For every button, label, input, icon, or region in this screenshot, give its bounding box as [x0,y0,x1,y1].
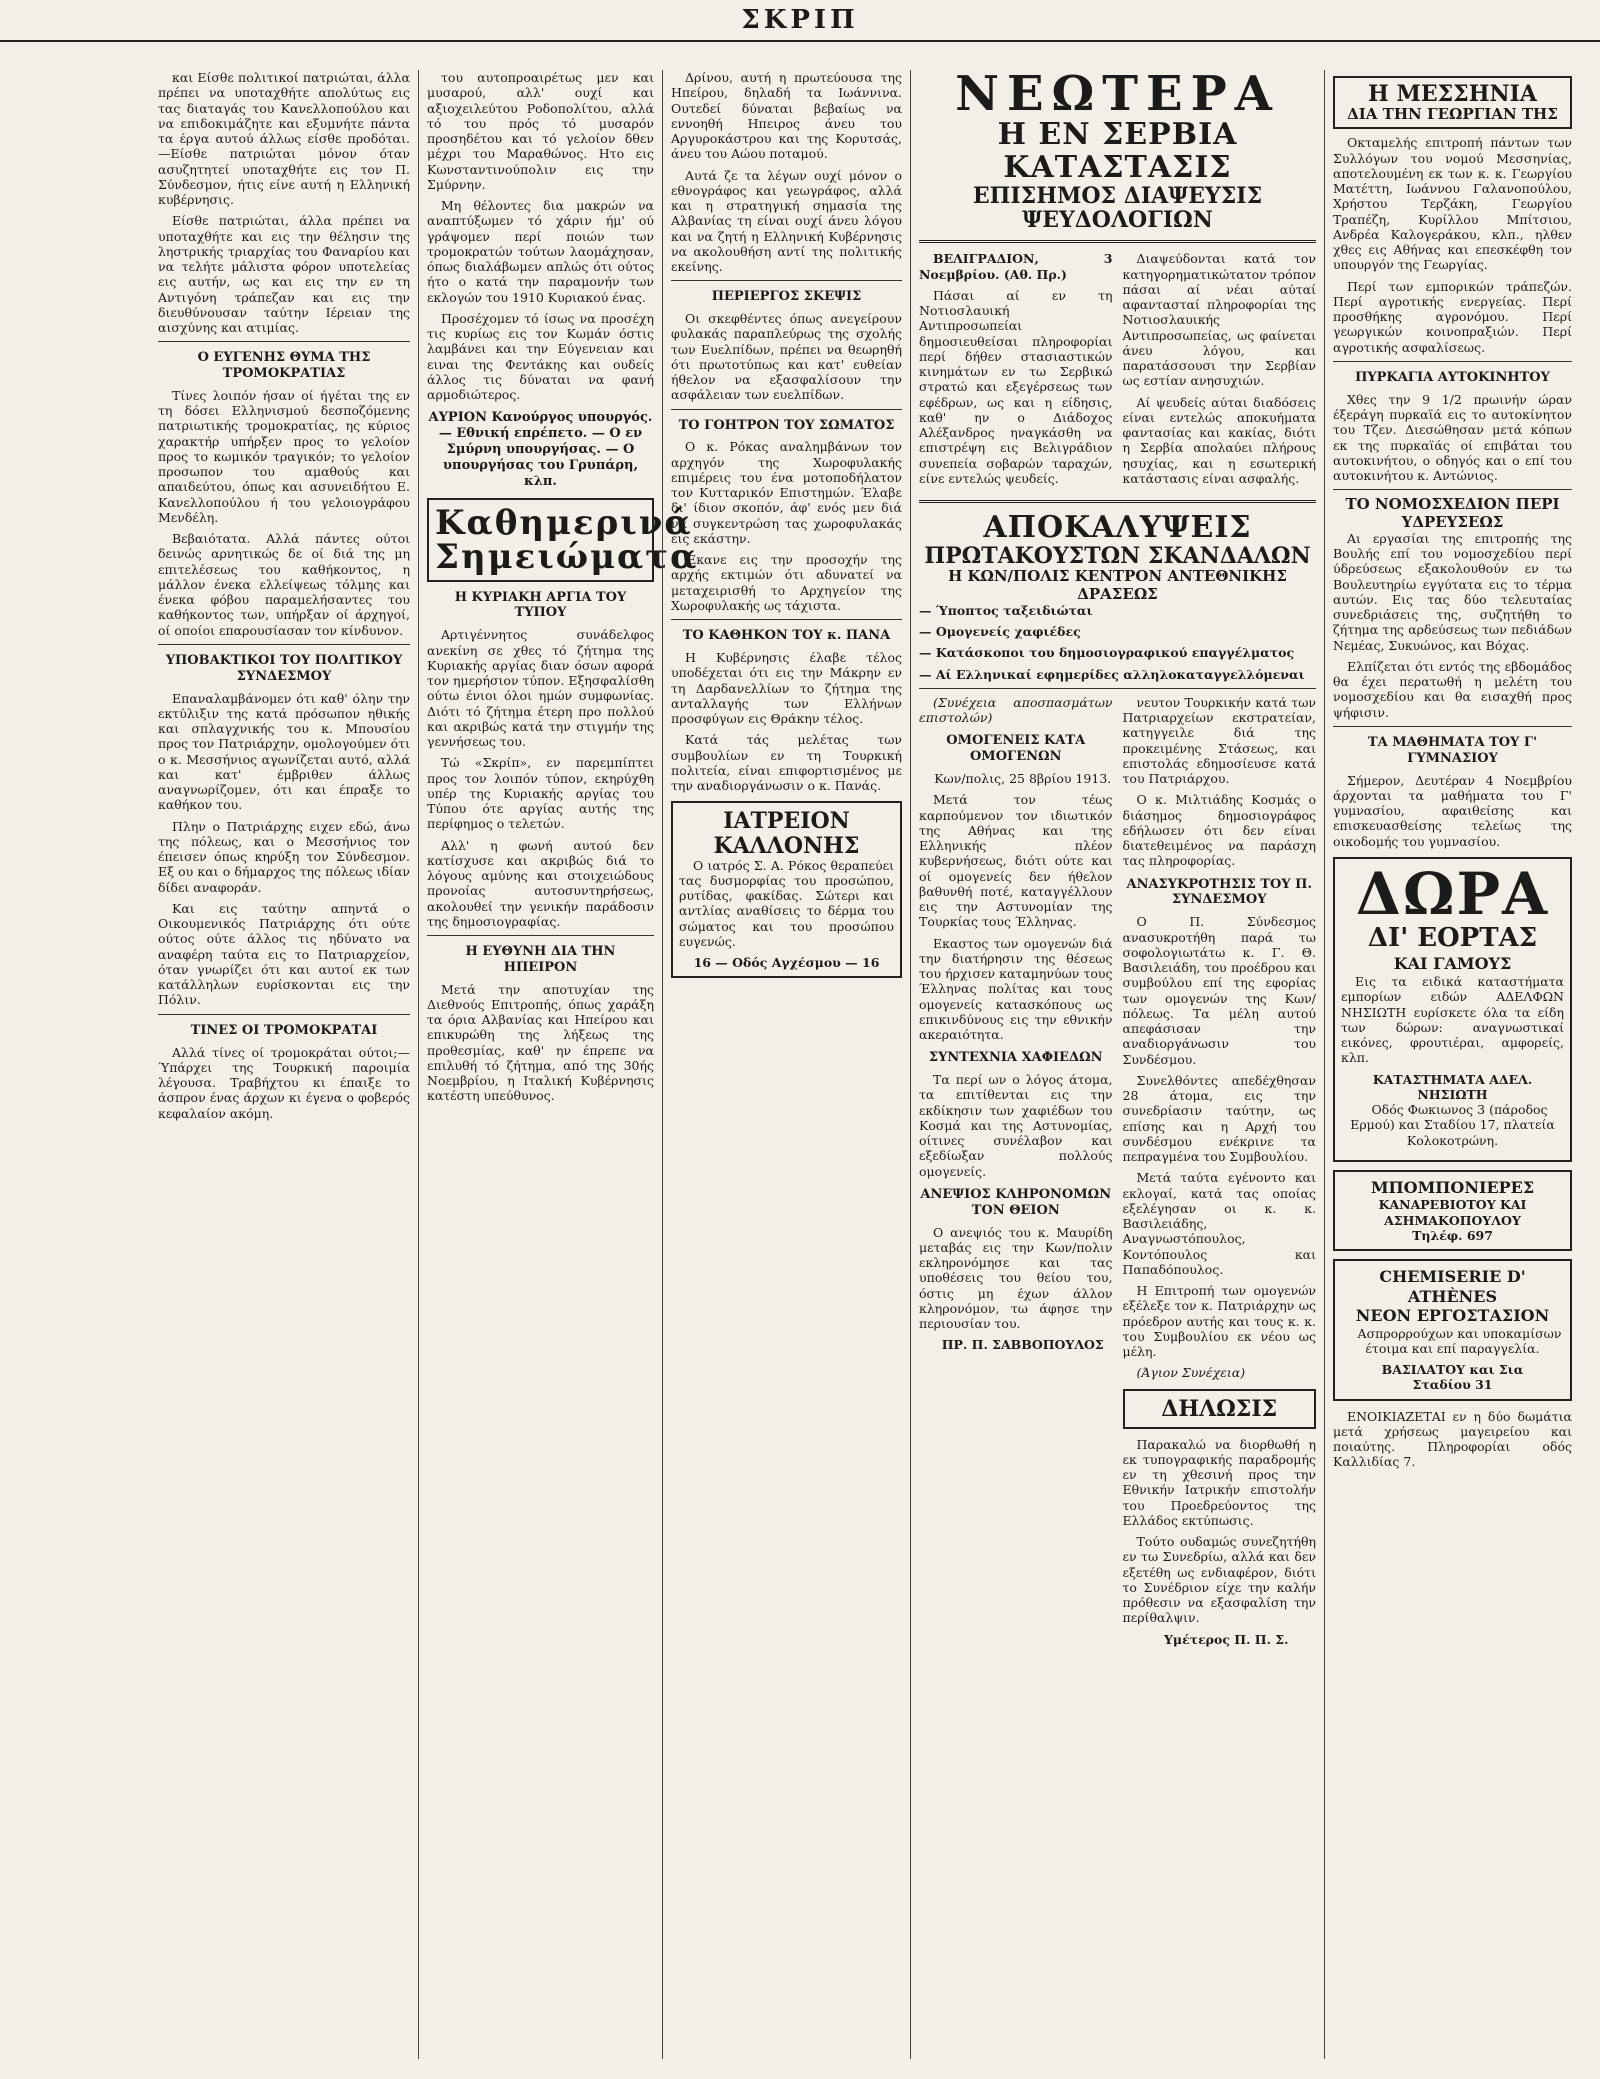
bullet-item: — Ύποπτος ταξειδιώται [919,602,1093,618]
subheadline: Η ΚΩΝ/ΠΟΛΙΣ ΚΕΝΤΡΟΝ ΑΝΤΕΘΝΙΚΗΣ ΔΡΑΣΕΩΣ [948,567,1287,603]
article-paragraph: Μη θέλοντες δια μακρών να αναπτύξωμεν τό χάριν ήμ' ού γράψομεν περί ποιών των τρομοκρατών τούτων λαομάχησαν, όπως διαλάβωμεν απλώς ότι ούτος ήτο ο κατά την παραμονήν των εκλογών του 1910 Κυριακού ένας. [427,198,654,305]
article-paragraph: Τα περί ων ο λόγος άτομα, τα επιτίθενται εις την εκδίκησιν των χαφιέδων του Κοσμά και της Αστυνομίας, οίτινες συνέλαβον και εξεδίωξαν πολλούς ομογενείς. [919,1072,1113,1179]
subheadline: ΔΙΑ ΤΗΝ ΓΕΩΡΓΙΑΝ ΤΗΣ [1347,105,1558,124]
article-paragraph: Εκαστος των ομογενών διά την διατήρησιν της θέσεως του ήρχισεν καταμηνύων τους Έλληνας πολίτας και τους ομογενείς κατασκόπους ως επικινδύνους εις την εθνικήν ακεραιότητα. [919,935,1113,1043]
newspaper-title: ΣΚΡΙΠ [741,5,859,35]
column-6 [1324,70,1580,2059]
article-heading: ΟΜΟΓΕΝΕΙΣ ΚΑΤΑ ΟΜΟΓΕΝΩΝ [946,733,1086,765]
advertisement-chemiserie [1333,1259,1572,1401]
article-paragraph: Αλλά τίνες οί τρομοκράται ούτοι;—Ύπάρχει της Τουρκική παροιμία λέγουσα. Τραβήχτου κι έπαιξε το άσπρον ένας άρχων κι έγενα ο φοβερός κεφαλαίον ακόμη. [158,1044,410,1121]
ad-address: Σταδίου 31 [1412,1377,1493,1393]
ad-text: Ο ιατρός Σ. Α. Ρόκος θεραπεύει τας δυσμορφίας του προσώπου, ρυτίδας, φακίδας. Σώτερι και αντλίας αναθίσεις το δέρμα του σώματος και του προσώπου ευγενώς. [679,857,894,949]
article-paragraph: Έκανε εις την προσοχήν της αρχής εκτιμών ότι αδυνατεί να μεταχειρισθή το Αρχηγείον της Χωροφυλακής ως τάχιστα. [671,552,902,613]
article-paragraph: Χθες την 9 1/2 πρωινήν ώραν έξεράγη πυρκαϊά εις το αυτοκίνητον του Τζεν. Διεσώθησαν μετά κόπων εκ της πυρκαϊάς οί επιβάται του αυτοκινήτου, ο οδηγός και ο επί του αυτοκινήτου κ. Αντώνιος. [1333,391,1572,484]
signature: Υμέτερος Π. Π. Σ. [1164,1631,1289,1647]
divider [919,688,1316,689]
article-paragraph: Δρίνου, αυτή η πρωτεύουσα της Ηπείρου, δηλαδή τα Ιωάννινα. Ουτεδεί δύναται βεβαίως να εννοηθή Ηπειρος άνευ του Αργυροκάστρου και της Κορυτσάς, άνευ του Αώου ποταμού. [671,70,902,162]
column-2 [418,70,699,2059]
ad-title: ΔΩΡΑ [1355,859,1550,928]
article-heading: ΤΑ ΜΑΘΗΜΑΤΑ ΤΟΥ Γ' ΓΥΜΝΑΣΙΟΥ [1367,734,1538,766]
article-heading: ΠΕΡΙΕΡΓΟΣ ΣΚΕΨΙΣ [711,289,862,305]
divider [919,500,1316,503]
two-column-text [919,695,1316,1653]
divider [427,935,654,936]
banner-line-2: Σημειώματα [435,536,699,577]
divider [671,280,902,281]
column-3 [662,70,910,2059]
article-heading: ΑΝΕΨΙΟΣ ΚΛΗΡΟΝΟΜΩΝ ΤΟΝ ΘΕΙΟΝ [920,1186,1112,1218]
ad-text: Εις τα ειδικά καταστήματα εμπορίων ειδών ΑΔΕΛΦΩΝ ΝΗΣΙΩΤΗ ευρίσκετε όλα τα είδη των δώρων: αναγνωστικαί εικόνες, φρουτιέραι, αμφορείς, κλπ. [1341,974,1564,1066]
masthead [0,0,1600,42]
article-heading: Η ΕΥΘΥΝΗ ΔΙΑ ΤΗΝ ΗΠΕΙΡΟΝ [465,944,616,975]
ad-phone: Τηλέφ. 697 [1412,1227,1493,1243]
article-paragraph: Αι εργασίαι της επιτροπής της Βουλής επί του νομοσχεδίου περί ύδρεύσεως εξακολουθούν εν τω Βουλευτηρίω εγγύτατα εις το τέρμα αυτών. Εις τας δύο τελευταίας συνεδριάσεις της, συζητήθη το ζήτημα της αρδεύσεως των πεδιάδων Νεμέας, Συκυώνος, και Βόχας. [1333,530,1572,653]
bullet-item: — Κατάσκοποι του δημοσιογραφικού επαγγέλματος [919,645,1295,661]
article-paragraph: Αλλ' η φωνή αυτού δεν κατίσχυσε και ακριβώς διά το λόγους αμύνης και στοιχειώδους προνοίας αυτοσυντηρήσεως, ακολουθεί την γενικήν παράδοσιν της δημοσιογραφίας. [427,837,654,929]
article-paragraph: Ο κ. Ρόκας αναλημβάνων τον αρχηγόν της Χωροφυλακής επιμέρεις του ένα μοτοποδήλατον τον Κυτταρικόν Επιστημών. Έλαβε δι' ίδιον σκοπόν, άφ' ενός μεν διά να συγκεντρώση τας χωροφυλακάς εις εκάστην. [671,439,902,546]
continuation-note: (Άγιον Συνέχεια) [1136,1365,1246,1381]
divider [671,409,902,410]
article-paragraph: Τίνες λοιπόν ήσαν οί ήγέται της εν τη δόσει Ελληνισμού δεσποζόμενης πατριωτικής τρομοκρατίας, ης κύριος χαρακτήρ υπήρξεν προς το γελοίον προς το κωμικόν τραγικόν; το γελοίον προσωπον του αμαθούς και απαιδεύτου, όπως και ασυνειδήτου Ε. Κανελλοπούλου ή του γελοιογράφου Μενδέλη. [158,387,410,525]
divider [919,240,1316,243]
declaration-box [1123,1389,1317,1429]
ad-subtitle: ΔΙ' ΕΟΡΤΑΣ [1367,922,1538,953]
section-title: ΝΕΩΤΕΡΑ [955,66,1280,122]
bullet-item: — Αί Ελληνικαί εφημερίδες αλληλοκαταγγελλόμεναι [919,666,1305,682]
article-paragraph: Βεβαιότατα. Αλλά πάντες ούτοι δεινώς αρνητικώς δε οί διά της μη επιτελέσεως του καθήκοντος, η μάλλον ένεκα ελλείψεως τόλμης και ένεκα φόβου παραμελήσαντες του καθήκοντος των, υπήρξαν οί άρχηγοί, οί οποίοι επαρουσίασαν τον κίνδυνον. [158,531,410,638]
divider [1333,726,1572,727]
article-paragraph: Η Επιτροπή των ομογενών εξέλεξε τον κ. Πατριάρχην ως πρόεδρον αυτής και τους κ. κ. του Συμβουλίου εκ νέου ως μέλη. [1122,1283,1316,1360]
article-heading: ΑΝΑΣΥΚΡΟΤΗΣΙΣ ΤΟΥ Π. ΣΥΝΔΕΣΜΟΥ [1126,876,1312,908]
bullet-item: — Ομογενείς χαφιέδες [919,624,1081,640]
article-paragraph: Συνελθόντες απεδέχθησαν 28 άτομα, εις την συνεδρίασιν ταύτην, ως επίσης και η Αρχή του συνδέσμου ενέκρινε τα πεπραγμένα του Συμβουλίου. [1122,1072,1316,1165]
two-column-text [919,251,1316,492]
ad-title: CHEMISERIE D' ATHÈNES [1379,1267,1526,1306]
article-paragraph: Ελπίζεται ότι εντός της εβδομάδος θα έχει περατωθή η μελέτη του νομοσχεδίου και θα εισαχθή προς ψήφισιν. [1333,658,1572,720]
ad-address: 16 — Οδός Αγχέσμου — 16 [693,955,880,971]
headline: ΑΠΟΚΑΛΥΨΕΙΣ [983,510,1252,546]
article-paragraph: Οι σκεφθέντες όπως ανεγείρουν φυλακάς παραπλεύρως της σχολής των Ευελπίδων, πρέπει να θεωρηθή ότι πρωτοτύπως και κατ' ευθείαν ήθελον να εξασφαλίσουν την ασφάλειαν των ευελπίδων. [671,311,902,403]
advertisement-bonbonnieres [1333,1170,1572,1251]
ad-title: ΙΑΤΡΕΙΟΝ ΚΑΛΛΟΝΗΣ [713,808,860,859]
article-paragraph: νευτον Τουρκικήν κατά των Πατριαρχείων εκστρατείαν, κατηγγειλε διά της προκειμένης Στάσεως, και επιστολάς εδημοσίευσε κατά του Πατριάρχου. [1122,694,1316,787]
article-heading: ΤΟ ΓΟΗΤΡΟΝ ΤΟΥ ΣΩΜΑΤΟΣ [678,417,895,433]
article-paragraph: Ο ανεψιός του κ. Μαυρίδη μεταβάς εις την Κων/πολιν εκληρονόμησε και τας υποθέσεις του θείου του, όστις μη έχων άλλον κληρονόμον, τω άφησε την περιουσίαν του. [919,1224,1113,1332]
article-heading: Ο ΕΥΓΕΝΗΣ ΘΥΜΑ ΤΗΣ ΤΡΟΜΟΚΡΑΤΙΑΣ [197,350,371,382]
article-paragraph: Διαψεύδονται κατά τον κατηγορηματικώτατον τρόπον πάσαι αί νέαι αύταί αφαντασταί πληροφορίαι της Νοτιοσλαυικής Αντιπροσωπείας, ως φαίνεται άνευ λόγου, και παρατάσσουσι την Σερβίαν ως εστίαν ανησυχιών. [1122,251,1316,389]
article-paragraph: Τούτο ουδαμώς συνεζητήθη εν τω Συνεδρίω, αλλά και δεν εξετέθη ως ενδιαφέρον, διότι το Συνέδριον είχε την καλήν πρόθεσιν να εξασφαλίση την περίθαλψιν. [1122,1534,1316,1626]
article-paragraph: Πλην ο Πατριάρχης ειχεν εδώ, άνω της πόλεως, και ο Μεσσήνιος τον έπεισεν όπως κηρύξη τον Σύνδεσμον. Εξ ου και ο δήμαρχος της πόλεως ιδίαν δίδει αναφοράν. [158,818,410,895]
subheadline: ΠΡΩΤΑΚΟΥΣΤΩΝ ΣΚΑΝΔΑΛΩΝ [924,543,1311,570]
signature: ΠΡ. Π. ΣΑΒΒΟΠΟΥΛΟΣ [941,1337,1104,1353]
article-paragraph: Τώ «Σκρίπ», εν παρεμπίπτει προς τον λοιπόν τύπον, εκηρύχθη υπέρ της Κυριακής αργίας του Τύπου ότε αργίας αυτής της περίφημος ο τελετών. [427,755,654,832]
article-paragraph: και Είσθε πολιτικοί πατριώται, άλλα πρέπει να υποταχθήτε απολύτως εις τας διαταγάς του Κανελλοπούλου και να επιδοκιμάζητε και εξυμνήτε πάντα τα έργα αυτού άλλως είσθε προδόται.—Είσθε πατριώται μόνον όταν ασυζητητεί υποταχθήτε εις τον Π. Σύνδεσμον, ήτις είνε αυτή η Ελληνική κυβέρνησις. [158,70,410,207]
advertisement-clinic [671,801,902,978]
ad-shop-name: ΚΑΝΑΡΕΒΙΟΤΟΥ ΚΑΙ ΑΣΗΜΑΚΟΠΟΥΛΟΥ [1378,1197,1527,1228]
article-paragraph: Περί των εμπορικών τράπεζών. Περί αγροτικής ενεργείας. Περί προσθήκης αγρονόμου. Περί γεωργικών κοινοπραξιών. Περί αγροτικής ασφαλίσεως. [1333,278,1572,355]
ad-title: ΜΠΟΜΠΟΝΙΕΡΕΣ [1370,1177,1535,1197]
article-paragraph: Ο κ. Μιλτιάδης Κοσμάς ο διάσημος δημοσιογράφος εδήλωσεν ότι δεν είναι διατεθειμένος να παράσχη τας πληροφορίας. [1122,792,1316,869]
article-heading: Η ΚΥΡΙΑΚΗ ΑΡΓΙΑ ΤΟΥ ΤΥΠΟΥ [454,589,627,621]
divider [158,644,410,645]
article-paragraph: Και εις ταύτην απηντά ο Οικουμενικός Πατριάρχης ότι ούτε ούτος ούτε άλλος τις ηδύνατο να αναφέρη ταύτα εις το Πατριαρχείον, όταν γνωρίζει ότι και αυτοί εκ των κατάλληλων ευρίσκονται εις την Πόλιν. [158,900,410,1008]
article-heading: ΥΠΟΒΑΚΤΙΚΟΙ ΤΟΥ ΠΟΛΙΤΙΚΟΥ ΣΥΝΔΕΣΜΟΥ [165,652,403,684]
divider [1333,489,1572,490]
ad-text: Ασπρορρούχων και υποκαμίσων έτοιμα και επί παραγγελία. [1357,1325,1562,1356]
article-paragraph: Μετά τον τέως καρπούμενον τον ιδιωτικόν της Αθήνας και της Ελληνικής πλέον κυβερνήσεως, διότι ούτε και οί ομογενείς δεν ήθελον βαθυνθή ποτέ, καταγγέλλουν εις την Αστυνομίαν της Τουρκίας τους Έλληνας. [919,792,1113,930]
divider [158,1014,410,1015]
article-heading: ΤΟ ΝΟΜΟΣΧΕΔΙΟΝ ΠΕΡΙ ΥΔΡΕΥΣΕΩΣ [1345,495,1560,531]
divider [1333,361,1572,362]
article-paragraph: του αυτοπροαιρέτως μεν και μυσαρού, αλλ' ουχί και αξιοχειλεύτου Ροδοπολίτου, αλλά τό του πρός τό μυσαρόν προσηδέτου και τό γελοίον δθεν μέχρι του Μαραθώνος. Ητο εις Κωνσταντινούπολιν εις την Σμύρνην. [427,70,654,192]
banner-line-1: Καθημερινά [435,502,693,543]
article-paragraph: Προσέχομεν τό ίσως να προσέχη τις κυρίως εις τον Κωμάν όστις λαμβάνει και την Εύγενειαν και ειναι της Φεντάκης και ουδείς άλλος τις δύναται να φανή αρμοδιώτερος. [427,310,654,402]
ad-subtitle: ΚΑΙ ΓΑΜΟΥΣ [1393,954,1512,974]
classified-ad: ΕΝΟΙΚΙΑΖΕΤΑΙ εν η δύο δωμάτια μετά χρήσεως μαγειρείου και ποιαύτης. Πληροφορίαι οδός Καλλιδίας 7. [1333,1408,1572,1470]
section-banner [427,498,699,582]
column-1 [150,70,418,2059]
article-paragraph: Μετά ταύτα εγένοντο και εκλογαί, κατά τας οποίας εξελέγησαν οι κ. κ. Βασιλειάδης, Αναγνωστόπουλος, Κοντόπουλος και Παπαδόπουλος. [1122,1170,1316,1277]
messinia-headline [1333,76,1572,129]
headline: Η ΕΝ ΣΕΡΒΙΑ ΚΑΤΑΣΤΑΣΙΣ [997,117,1238,185]
column-4-5 [910,66,1324,2059]
article-paragraph: Είσθε πατριώται, άλλα πρέπει να υποταχθήτε και εις την θέλησιν της ληστρικής τριαρχίας του Φαναρίου και να τελήτε μάλιστα φόρον υποτελείας εις αυτήν, ως και εις την εν τη Αντιγόνη τράπεζαν και εις την διευθύνουσαν ταύτην Ιέρειαν της αισχύνης και ατιμίας. [158,213,410,335]
article-heading: ΤΟ ΚΑΘΗΚΟΝ ΤΟΥ κ. ΠΑΝΑ [682,628,891,644]
article-heading: ΤΙΝΕΣ ΟΙ ΤΡΟΜΟΚΡΑΤΑΙ [190,1022,378,1038]
article-heading: ΠΥΡΚΑΓΙΑ ΑΥΤΟΚΙΝΗΤΟΥ [1355,369,1550,385]
article-paragraph: Αί ψευδείς αύται διαδόσεις είναι εντελώς αποκυήματα φαντασίας και κακίας, διότι η Σερβία απολαύει πλήρους ησυχίας, και η εσωτερική κατάστασις είναι ασφαλής. [1122,394,1316,486]
headline: Η ΜΕΣΣΗΝΙΑ [1368,81,1537,107]
ad-subtitle: ΝΕΟΝ ΕΡΓΟΣΤΑΣΙΟΝ [1355,1306,1550,1326]
divider [671,619,902,620]
article-paragraph: Σήμερον, Δευτέραν 4 Νοεμβρίου άρχονται τα μαθήματα του Γ' γυμνασίου, αφαιθείσης και επισκευασθείσης τελείως της οικοδομής του γυμνασίου. [1333,772,1572,849]
article-paragraph: Επαναλαμβάνομεν ότι καθ' όλην την εκτύλιξιν της κατά πρόσωπον ηθικής και σπλαγχνικής του κ. Μπουσίου προς τον Πατριάρχην, ομολογούμεν ότι ο κ. Μεσσήνιος αγωνίζεται αυτό, αλλά και κατ' έμβριθεν άλλως αναγνωρίζομεν, ότι και έπραξε το καθήκον του. [158,690,410,813]
article-heading: ΑΥΡΙΟΝ Κανούργος υπουργός. — Εθνική επρέπετο. — Ο εν Σμύρνη υπουργήσας. — Ο υπουργήσας του Γρυπάρη, κλπ. [428,410,653,489]
article-paragraph: Μετά την αποτυχίαν της Διεθνούς Επιτροπής, όπως χαράξη τα όρια Αλβανίας και Ηπείρου και επικυρώθη της λήξεως της προθεσμίας, καθ' ην έπρεπε να επιλυθή τό ζήτημα, από της 30ής Νοεμβρίου, η Ιταλική Κυβέρνησις κατέστη υπεύθυνος. [427,981,654,1104]
article-paragraph: Ο Π. Σύνδεσμος ανασυκροτήθη παρά τω σοφολογιωτάτω κ. Γ. Θ. Βασιλειάδη, του προέδρου και συμβούλου επί της εφορίας των ομογενών της Κων/πόλεως. Τα μέλη αυτού απεφάσισαν την αναδιοργάνωσιν του Συνδέσμου. [1122,914,1316,1067]
advertisement-gifts [1333,857,1572,1162]
subheadline: ΕΠΙΣΗΜΟΣ ΔΙΑΨΕΥΣΙΣ ΨΕΥΔΟΛΟΓΙΩΝ [972,183,1263,234]
ad-address: Οδός Φωκιωνος 3 (πάροδος Ερμού) και Σταδίου 17, πλατεία Κολοκοτρώνη. [1350,1102,1555,1148]
continuation-note: (Συνέχεια αποσπασμάτων επιστολών) [919,694,1113,726]
article-heading: ΣΥΝΤΕΧΝΙΑ ΧΑΦΙΕΔΩΝ [928,1050,1103,1066]
article-paragraph: Αυτά ζε τα λέγων ουχί μόνον ο εθνογράφος και γεωγράφος, αλλά και η στρατηγική σημασία της Αλβανίας τη είναι ουχί άνευ λόγου και να ζητή η Ελληνική Κυβέρνησις να ακολουθήση αντί της πολιτικής εκείνης. [671,167,902,274]
dateline: ΒΕΛΙΓΡΑΔΙΟΝ, 3 Νοεμβρίου. (Αθ. Πρ.) [919,251,1113,282]
divider [158,341,410,342]
article-paragraph: Κατά τάς μελέτας των συμβουλίων εν τη Τουρκική πολιτεία, είναι επιφορτισμένος με την αναδιοργάνωσιν ο κ. Πανάς. [671,732,902,794]
article-paragraph: Οκταμελής επιτροπή πάντων των Συλλόγων του νομού Μεσσηνίας, αποτελουμένη εκ των κ. κ. Γεωργίου Ματέττη, Ιωάννου Γαλανοπούλου, Χρήστου Τερζάκη, Γεωργίου Τραπέζη, Κυρίλλου Μπίτσιου, Ανδρέα Καλογεράκου, κλπ., ηλθεν χθες εις Αθήνας και επεσκέφθη τον υπουργόν της Γεωργίας. [1333,135,1572,273]
article-paragraph: Αρτιγέννητος συνάδελφος ανεκίνη σε χθες τό ζήτημα της Κυριακής αργίας διαν όσων αφορά τον ημερήσιον τύπον. Εξησφαλίσθη ούτω ένιοι όλοι ημών συμφωνίας. Διότι τό ζήτημα έτερη προ πολλού και ακριβώς κατά την στιγμήν της γεννήσεως του. [427,627,654,750]
article-paragraph: Η Κυβέρνησις έλαβε τέλος υποδέχεται ότι εις την Μάκρην εν τη Δαρδανελλίων το ζήτημα της ανταλλαγής των Ελλήνων προσφύγων εις Θράκην τέλος. [671,650,902,727]
article-paragraph: Πάσαι αί εν τη Νοτιοσλαυική Αντιπροσωπείαι δημοσιευθείσαι πληροφορίαι περί δήθεν στασιαστικών κινημάτων εν τω Σερβικώ στρατώ και εξεγέρσεως των εφέδρων, ως και η είδησις, καθ' ην ο Διάδοχος Αλέξανδρος ηναγκάσθη να επιστρέψη εις Βελιγράδιον συνεπεία σοβαρών ταραχών, είνε εντελώς ψευδείς. [919,287,1113,486]
article-paragraph: Παρακαλώ να διορθωθή η εκ τυπογραφικής παραδρομής εν τη χθεσινή προς την Εθνικήν Ιατρικήν επιστολήν του Προεδρεύοντος της Ελλάδος εκτύπωσις. [1122,1436,1316,1528]
ad-shop-name: ΒΑΣΙΛΑΤΟΥ και Σια [1381,1362,1524,1378]
declaration-title: ΔΗΛΩΣΙΣ [1161,1395,1278,1422]
ad-shop-name: ΚΑΤΑΣΤΗΜΑΤΑ ΑΔΕΛ. ΝΗΣΙΩΤΗ [1372,1071,1533,1102]
dateline: Κων/πολις, 25 8βρίου 1913. [934,771,1112,787]
